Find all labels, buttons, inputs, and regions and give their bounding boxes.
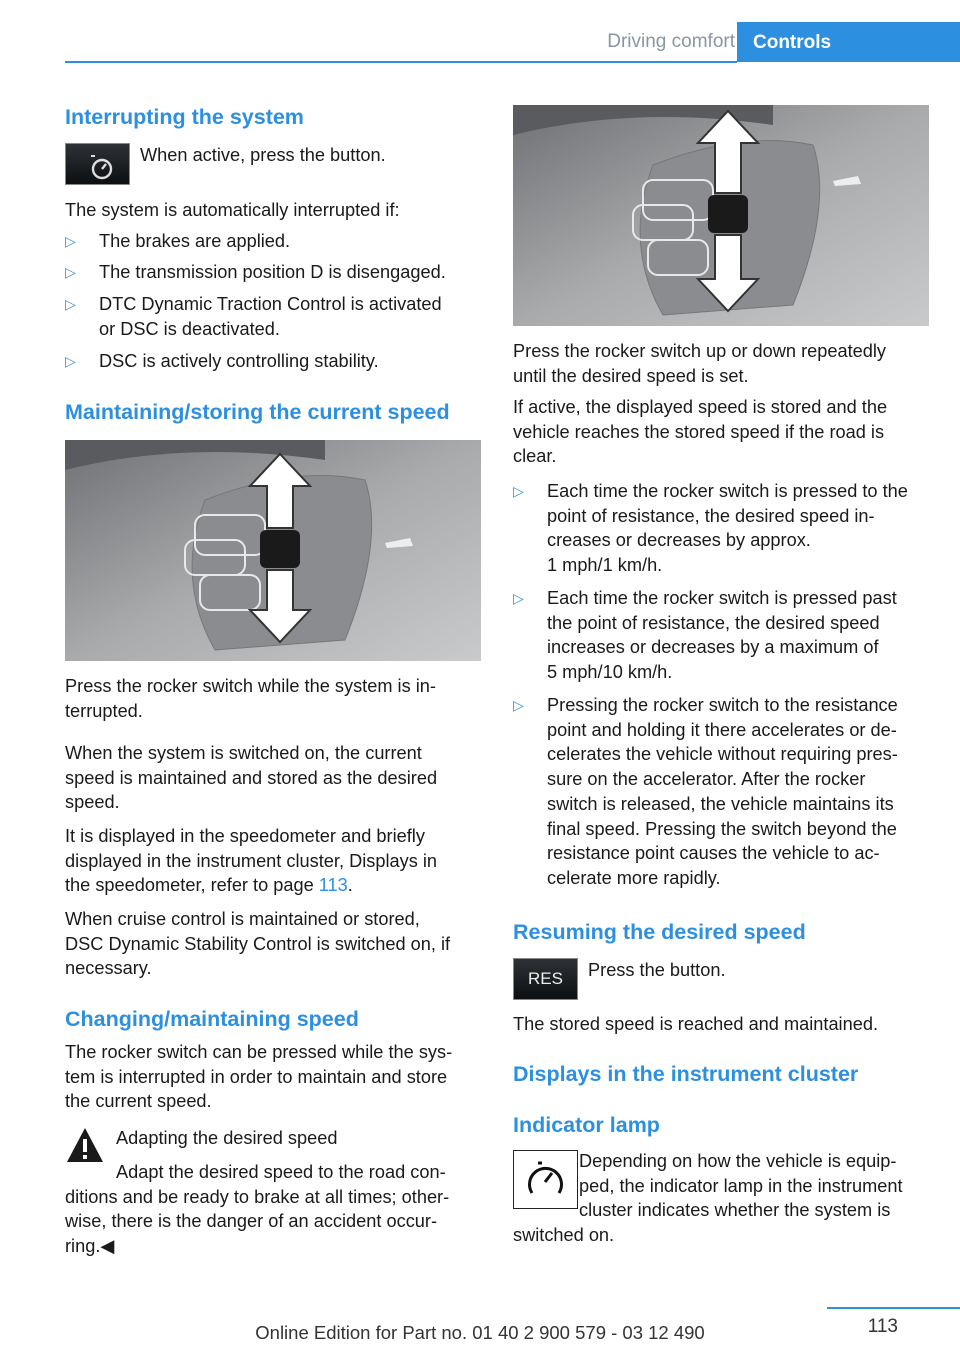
line: 1 mph/1 km/h. bbox=[547, 555, 663, 576]
line: clear. bbox=[513, 446, 557, 467]
line: resistance point causes the vehicle to ac- bbox=[547, 843, 880, 864]
line: necessary. bbox=[65, 958, 152, 979]
header-section: Driving comfort bbox=[607, 31, 735, 52]
text-if-active bbox=[513, 395, 887, 469]
text-indicator bbox=[513, 1149, 903, 1248]
bullet-brakes bbox=[65, 229, 290, 254]
bullet-text: The transmission position D is disengaged. bbox=[99, 262, 446, 282]
text-automatically: The system is automatically interrupted if: bbox=[65, 200, 400, 220]
text-change bbox=[65, 1040, 452, 1114]
bullet-icon bbox=[513, 693, 524, 718]
bullet-text: DTC Dynamic Traction Control is activated bbox=[99, 294, 442, 314]
line: displayed in the instrument cluster, Displays in bbox=[65, 850, 438, 871]
line: celerates the vehicle without requiring pres- bbox=[547, 744, 898, 765]
line: ped, the indicator lamp in the instrument bbox=[579, 1175, 903, 1196]
bullet-each-time-to bbox=[513, 479, 908, 578]
bullet-icon bbox=[513, 586, 524, 611]
bullet-icon bbox=[513, 479, 524, 504]
line: vehicle reaches the stored speed if the road is bbox=[513, 421, 885, 442]
page-number: 113 bbox=[867, 1316, 898, 1337]
line: Each time the rocker switch is pressed to the bbox=[547, 481, 908, 501]
warning-icon bbox=[65, 1126, 105, 1164]
page-number-rule bbox=[827, 1307, 960, 1309]
text-cruise bbox=[65, 907, 450, 981]
line: The rocker switch can be pressed while the sys- bbox=[65, 1042, 453, 1062]
heading-maintaining: Maintaining/storing the current speed bbox=[65, 400, 450, 424]
line: switch is released, the vehicle maintains its bbox=[547, 793, 894, 814]
text-press-button: Press the button. bbox=[588, 960, 726, 980]
line: 5 mph/10 km/h. bbox=[547, 662, 673, 683]
heading-interrupting: Interrupting the system bbox=[65, 105, 304, 129]
line: It is displayed in the speedometer and briefly bbox=[65, 826, 425, 846]
line: the speedometer, refer to page bbox=[65, 875, 319, 896]
text-switched-on bbox=[65, 741, 437, 815]
page-link[interactable]: 113 bbox=[318, 875, 348, 896]
bullet-pressing-holding bbox=[513, 693, 898, 891]
bullet-dtc bbox=[65, 292, 442, 341]
line: DSC Dynamic Stability Control is switched on, if bbox=[65, 933, 451, 954]
line: When cruise control is maintained or stored, bbox=[65, 909, 420, 929]
bullet-text: DSC is actively controlling stability. bbox=[99, 351, 379, 371]
line: creases or decreases by approx. bbox=[547, 530, 811, 551]
bullet-icon bbox=[65, 349, 76, 374]
bullet-icon bbox=[65, 229, 76, 254]
line: Depending on how the vehicle is equip- bbox=[579, 1151, 897, 1171]
line: point and holding it there accelerates or de- bbox=[547, 719, 897, 740]
line: the point of resistance, the desired speed bbox=[547, 612, 880, 633]
bullet-each-time-past bbox=[513, 586, 897, 685]
line: If active, the displayed speed is stored and the bbox=[513, 397, 888, 417]
line: celerate more rapidly. bbox=[547, 867, 721, 888]
line: the current speed. bbox=[65, 1091, 212, 1112]
bullet-dsc bbox=[65, 349, 379, 374]
bullet-text: or DSC is deactivated. bbox=[99, 318, 280, 339]
line: increases or decreases by a maximum of bbox=[547, 637, 879, 658]
bullet-icon bbox=[65, 292, 76, 317]
text-when-active: When active, press the button. bbox=[140, 145, 386, 165]
line: final speed. Pressing the switch beyond the bbox=[547, 818, 897, 839]
line: Press the rocker switch while the system is in- bbox=[65, 676, 436, 696]
cruise-speedometer-icon bbox=[66, 144, 129, 184]
bullet-text: The brakes are applied. bbox=[99, 231, 291, 251]
text-displayed: It is displayed in the speedometer and briefly displayed in the instrument cluster, Displays in the speedometer, refer to page 113. bbox=[65, 826, 438, 896]
header-tab: Controls bbox=[737, 22, 960, 62]
heading-indicator-lamp: Indicator lamp bbox=[513, 1113, 660, 1137]
line: point of resistance, the desired speed in- bbox=[547, 505, 875, 526]
line: sure on the accelerator. After the rocker bbox=[547, 769, 866, 790]
line: speed is maintained and stored as the desired bbox=[65, 767, 438, 788]
text-press-rocker bbox=[65, 674, 436, 723]
line: cluster indicates whether the system is bbox=[579, 1200, 891, 1221]
speed-button-image bbox=[65, 143, 130, 185]
heading-changing: Changing/maintaining speed bbox=[65, 1007, 359, 1031]
line: speed. bbox=[65, 792, 120, 813]
line: switched on. bbox=[513, 1225, 615, 1246]
footer-edition: Online Edition for Part no. 01 40 2 900 579 - 03 12 490 bbox=[255, 1322, 705, 1343]
line: terrupted. bbox=[65, 700, 143, 721]
line: When the system is switched on, the current bbox=[65, 743, 422, 763]
line: Adapt the desired speed to the road con- bbox=[116, 1162, 446, 1182]
warning-text bbox=[65, 1160, 449, 1259]
line: Each time the rocker switch is pressed past bbox=[547, 588, 897, 608]
heading-resuming: Resuming the desired speed bbox=[513, 920, 806, 944]
steering-wheel-photo-right bbox=[513, 105, 929, 326]
bullet-icon bbox=[65, 260, 76, 285]
bullet-transmission bbox=[65, 260, 446, 285]
line: ring.◀ bbox=[65, 1236, 115, 1257]
line: until the desired speed is set. bbox=[513, 365, 749, 386]
text-rocker-updown bbox=[513, 339, 886, 388]
line: tem is interrupted in order to maintain and store bbox=[65, 1066, 448, 1087]
steering-wheel-photo-left bbox=[65, 440, 481, 661]
header-rule bbox=[65, 61, 737, 63]
res-button-image: RES bbox=[513, 958, 578, 1000]
text-stored-speed: The stored speed is reached and maintained. bbox=[513, 1014, 878, 1034]
line: Press the rocker switch up or down repeatedly bbox=[513, 341, 887, 361]
line: Pressing the rocker switch to the resistance bbox=[547, 695, 898, 715]
warning-title: Adapting the desired speed bbox=[116, 1128, 338, 1148]
line: ditions and be ready to brake at all times; other- bbox=[65, 1186, 450, 1207]
heading-displays: Displays in the instrument cluster bbox=[513, 1062, 859, 1086]
line: wise, there is the danger of an accident occur- bbox=[65, 1211, 438, 1232]
